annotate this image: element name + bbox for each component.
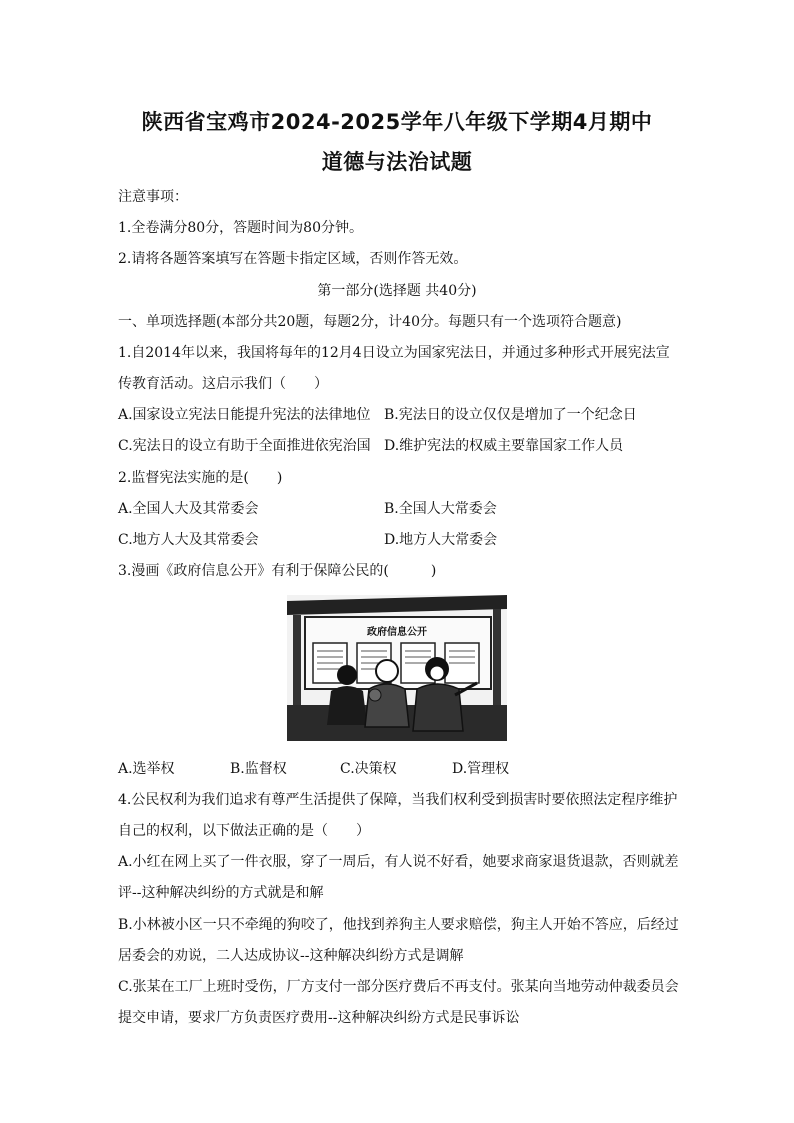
question-1-stem: 1.自2014年以来，我国将每年的12月4日设立为国家宪法日，并通过多种形式开展宪法宣 [118,345,670,361]
question-2-option-d[interactable]: D.地方人大常委会 [384,532,498,548]
question-1-option-a[interactable]: A.国家设立宪法日能提升宪法的法律地位 [118,407,371,423]
government-info-cartoon [287,595,507,741]
question-4-stem: 自己的权利，以下做法正确的是（ ） [118,823,370,839]
question-1-stem: 传教育活动。这启示我们（ ） [118,376,328,392]
question-1-option-b[interactable]: B.宪法日的设立仅仅是增加了一个纪念日 [384,407,637,423]
exam-title: 陕西省宝鸡市2024-2025学年八年级下学期4月期中 [141,110,653,134]
question-4-stem: 4.公民权利为我们追求有尊严生活提供了保障，当我们权利受到损害时要依照法定程序维护 [118,792,678,808]
question-1-option-c[interactable]: C.宪法日的设立有助于全面推进依宪治国 [118,438,371,454]
section-heading: 一、单项选择题(本部分共20题，每题2分，计40分。每题只有一个选项符合题意) [118,314,622,330]
question-4-option-c[interactable]: C.张某在工厂上班时受伤，厂方支付一部分医疗费后不再支付。张某向当地劳动仲裁委员会 [118,979,679,995]
question-4-option-b-cont[interactable]: 居委会的劝说，二人达成协议--这种解决纠纷方式是调解 [118,948,464,964]
note-item: 1.全卷满分80分，答题时间为80分钟。 [118,220,363,236]
question-3-option-c[interactable]: C.决策权 [340,761,397,777]
exam-subtitle: 道德与法治试题 [321,150,473,174]
question-3-option-a[interactable]: A.选举权 [118,761,175,777]
cartoon-sign-text: 政府信息公开 [367,627,427,638]
question-4-option-a-cont[interactable]: 评--这种解决纠纷的方式就是和解 [118,885,324,901]
question-1-option-d[interactable]: D.维护宪法的权威主要靠国家工作人员 [384,438,624,454]
part-heading: 第一部分(选择题 共40分) [317,283,477,299]
question-3-stem: 3.漫画《政府信息公开》有利于保障公民的( ) [118,563,437,579]
question-4-option-b[interactable]: B.小林被小区一只不牵绳的狗咬了，他找到养狗主人要求赔偿，狗主人开始不答应，后经过 [118,917,679,933]
question-2-option-c[interactable]: C.地方人大及其常委会 [118,532,259,548]
question-3-option-d[interactable]: D.管理权 [452,761,510,777]
note-item: 2.请将各题答案填写在答题卡指定区域，否则作答无效。 [118,251,468,267]
question-2-option-a[interactable]: A.全国人大及其常委会 [118,501,259,517]
question-4-option-a[interactable]: A.小红在网上买了一件衣服，穿了一周后，有人说不好看，她要求商家退货退款，否则就差 [118,854,679,870]
question-2-option-b[interactable]: B.全国人大常委会 [384,501,497,517]
question-2-stem: 2.监督宪法实施的是( ) [118,470,283,486]
question-4-option-c-cont[interactable]: 提交申请，要求厂方负责医疗费用--这种解决纠纷方式是民事诉讼 [118,1010,520,1026]
question-3-option-b[interactable]: B.监督权 [230,761,287,777]
notes-heading: 注意事项： [118,189,188,205]
